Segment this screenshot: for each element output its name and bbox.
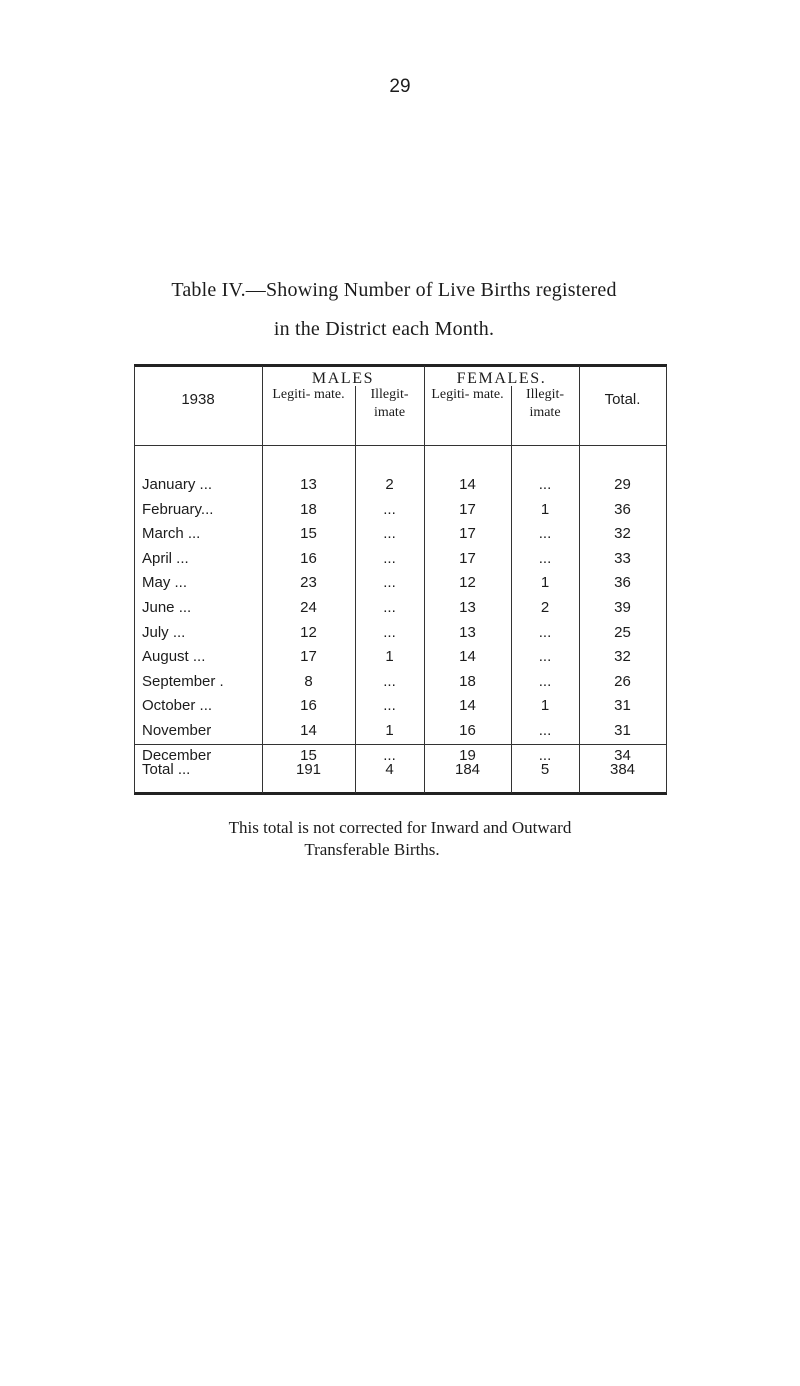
total-column-header: Total. xyxy=(604,391,641,408)
table-cell-f-leg: 17 xyxy=(459,525,476,542)
totals-males-legitimate: 191 xyxy=(295,761,322,778)
table-cell-total: 31 xyxy=(614,697,631,714)
table-cell-m-leg: 13 xyxy=(300,476,317,493)
footnote-line-2: Transferable Births. xyxy=(304,840,440,859)
header-divider xyxy=(134,445,667,446)
table-caption-line-2: in the District each Month. xyxy=(273,318,495,340)
month-label: October ... xyxy=(142,697,213,714)
table-cell-f-leg: 19 xyxy=(459,747,476,764)
table-cell-f-leg: 14 xyxy=(459,648,476,665)
table-cell-m-ill: 1 xyxy=(385,722,394,739)
table-cell-f-leg: 14 xyxy=(459,697,476,714)
live-births-table xyxy=(134,364,667,795)
table-cell-m-ill: ... xyxy=(383,747,396,764)
table-top-rule xyxy=(134,364,667,367)
table-cell-f-ill: ... xyxy=(538,624,552,641)
males-legitimate-header: Legiti- mate. xyxy=(272,387,345,402)
table-cell-f-ill: ... xyxy=(538,550,552,567)
table-cell-f-leg: 17 xyxy=(459,501,476,518)
month-label: January ... xyxy=(142,476,213,493)
table-cell-f-ill: ... xyxy=(538,673,552,690)
table-cell-m-ill: 1 xyxy=(385,648,394,665)
table-cell-total: 39 xyxy=(614,599,631,616)
males-illegitimate-header: Illegit- imate xyxy=(370,387,409,420)
table-cell-total: 36 xyxy=(614,574,631,591)
table-cell-f-ill: 1 xyxy=(540,697,550,714)
table-cell-f-ill: ... xyxy=(538,476,552,493)
table-cell-f-ill: 2 xyxy=(540,599,550,616)
totals-males-illegitimate: 4 xyxy=(385,761,394,778)
table-cell-m-ill: ... xyxy=(383,574,396,591)
page-number: 29 xyxy=(389,76,411,97)
table-cell-m-ill: ... xyxy=(383,673,396,690)
females-group-header: FEMALES. xyxy=(456,370,547,387)
month-label: November xyxy=(142,722,212,739)
table-cell-total: 25 xyxy=(614,624,631,641)
table-cell-total: 33 xyxy=(614,550,631,567)
table-cell-f-leg: 13 xyxy=(459,624,476,641)
table-cell-f-leg: 13 xyxy=(459,599,476,616)
table-cell-m-leg: 8 xyxy=(304,673,313,690)
table-cell-f-ill: 1 xyxy=(540,501,550,518)
table-cell-m-ill: ... xyxy=(383,501,396,518)
table-cell-m-ill: ... xyxy=(383,624,396,641)
table-cell-m-leg: 16 xyxy=(300,550,317,567)
table-cell-total: 32 xyxy=(614,648,631,665)
table-cell-f-ill: ... xyxy=(538,648,552,665)
table-cell-m-leg: 16 xyxy=(300,697,317,714)
totals-label: Total ... xyxy=(142,761,191,778)
table-left-border xyxy=(134,366,135,793)
month-label: March ... xyxy=(142,525,201,542)
table-cell-total: 29 xyxy=(614,476,631,493)
table-cell-f-ill: ... xyxy=(538,747,552,764)
table-caption-line-1: Table IV.—Showing Number of Live Births registered xyxy=(171,279,617,301)
table-cell-m-leg: 23 xyxy=(300,574,317,591)
table-cell-m-ill: ... xyxy=(383,525,396,542)
table-cell-f-leg: 16 xyxy=(459,722,476,739)
table-cell-f-ill: 1 xyxy=(540,574,550,591)
table-cell-f-leg: 14 xyxy=(459,476,476,493)
table-cell-m-ill: ... xyxy=(383,599,396,616)
year-header: 1938 xyxy=(181,391,215,408)
month-label: April ... xyxy=(142,550,189,567)
month-label: August ... xyxy=(142,648,206,665)
table-cell-total: 26 xyxy=(614,673,631,690)
table-cell-f-leg: 18 xyxy=(459,673,476,690)
table-cell-total: 34 xyxy=(614,747,631,764)
month-label: February... xyxy=(142,501,214,518)
totals-females-legitimate: 184 xyxy=(454,761,481,778)
table-cell-m-leg: 12 xyxy=(300,624,317,641)
month-label: June ... xyxy=(142,599,192,616)
table-cell-m-leg: 15 xyxy=(300,747,317,764)
females-legitimate-header: Legiti- mate. xyxy=(431,387,504,402)
females-illegitimate-header: Illegit- imate xyxy=(525,387,565,420)
table-right-border xyxy=(666,366,667,793)
month-label: May ... xyxy=(142,574,188,591)
table-cell-m-leg: 14 xyxy=(300,722,317,739)
totals-females-illegitimate: 5 xyxy=(540,761,550,778)
table-cell-m-ill: 2 xyxy=(385,476,394,493)
totals-total: 384 xyxy=(609,761,636,778)
table-cell-f-ill: ... xyxy=(538,722,552,739)
table-cell-f-leg: 17 xyxy=(459,550,476,567)
footnote-line-1: This total is not corrected for Inward and Outward xyxy=(228,818,572,837)
month-label: December xyxy=(142,747,212,764)
table-cell-total: 31 xyxy=(614,722,631,739)
table-cell-m-leg: 24 xyxy=(300,599,317,616)
table-cell-total: 32 xyxy=(614,525,631,542)
table-cell-total: 36 xyxy=(614,501,631,518)
table-cell-m-ill: ... xyxy=(383,697,396,714)
table-cell-f-leg: 12 xyxy=(459,574,476,591)
table-cell-m-leg: 18 xyxy=(300,501,317,518)
table-cell-f-ill: ... xyxy=(538,525,552,542)
table-cell-m-ill: ... xyxy=(383,550,396,567)
totals-divider xyxy=(134,744,667,745)
month-label: September . xyxy=(142,673,224,690)
table-cell-m-leg: 17 xyxy=(300,648,317,665)
males-group-header: MALES xyxy=(311,370,375,387)
month-label: July ... xyxy=(142,624,186,641)
table-cell-m-leg: 15 xyxy=(300,525,317,542)
table-bottom-rule xyxy=(134,792,667,795)
